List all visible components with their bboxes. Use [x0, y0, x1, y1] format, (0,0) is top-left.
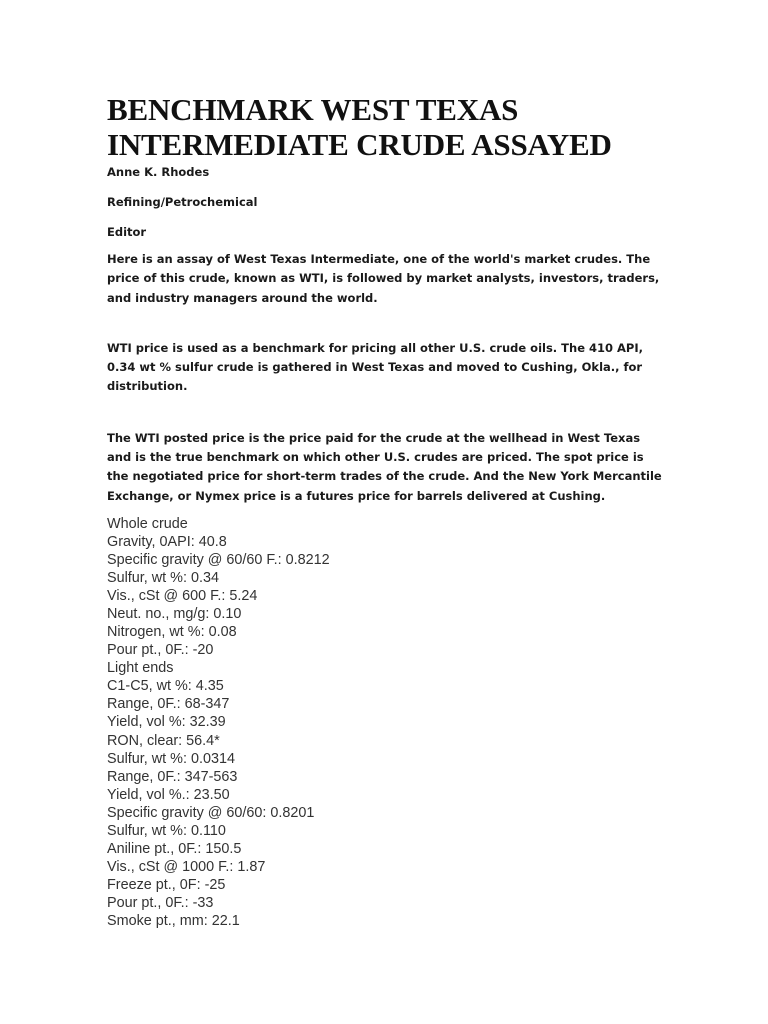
- assay-line: Sulfur, wt %: 0.110: [107, 822, 226, 839]
- intro-paragraph: Here is an assay of West Texas Intermediate, one of the world's market crudes. The price of this crude, known as WTI, is followed by market analysts, investors, traders, and industry managers around the world.: [107, 252, 660, 305]
- assay-line: Gravity, 0API: 40.8: [107, 534, 227, 551]
- assay-line: Freeze pt., 0F: -25: [107, 876, 226, 893]
- author-name: Anne K. Rhodes: [107, 165, 210, 179]
- assay-line: Specific gravity @ 60/60 F.: 0.8212: [107, 552, 330, 569]
- assay-line: Smoke pt., mm: 22.1: [107, 913, 240, 929]
- author-role-title: Editor: [107, 225, 147, 239]
- assay-list: [107, 515, 667, 930]
- assay-line: Specific gravity @ 60/60: 0.8201: [107, 804, 315, 821]
- assay-line: Whole crude: [107, 515, 188, 532]
- assay-line: Yield, vol %: 32.39: [107, 714, 226, 731]
- assay-line: Aniline pt., 0F.: 150.5: [107, 840, 242, 857]
- assay-line: Range, 0F.: 68-347: [107, 696, 230, 713]
- assay-line: Nitrogen, wt %: 0.08: [107, 624, 237, 641]
- assay-line: C1-C5, wt %: 4.35: [107, 678, 224, 695]
- assay-line: Yield, vol %.: 23.50: [107, 786, 230, 803]
- assay-line: Neut. no., mg/g: 0.10: [107, 606, 242, 623]
- assay-line: Pour pt., 0F.: -20: [107, 642, 214, 659]
- assay-line: Range, 0F.: 347-563: [107, 768, 238, 785]
- author-role-department: Refining/Petrochemical: [107, 195, 258, 209]
- assay-line: Vis., cSt @ 600 F.: 5.24: [107, 588, 258, 605]
- article-title: BENCHMARK WEST TEXAS INTERMEDIATE CRUDE ASSAYED: [107, 92, 612, 162]
- assay-line: RON, clear: 56.4*: [107, 732, 220, 749]
- assay-line: Sulfur, wt %: 0.34: [107, 570, 219, 587]
- assay-line: Light ends: [107, 660, 174, 677]
- pricing-paragraph: The WTI posted price is the price paid for the crude at the wellhead in West Texas and is the true benchmark on which other U.S. crudes are priced. The spot price is the negotiated price for short-term trades of the crude. And the New York Mercantile Exchange, or Nymex price is a futures price for barrels delivered at Cushing.: [107, 430, 662, 503]
- benchmark-paragraph: WTI price is used as a benchmark for pricing all other U.S. crude oils. The 410 API, 0.34 wt % sulfur crude is gathered in West Texas and moved to Cushing, Okla., for distribution.: [107, 340, 644, 394]
- assay-line: Pour pt., 0F.: -33: [107, 894, 214, 911]
- assay-line: Sulfur, wt %: 0.0314: [107, 750, 235, 767]
- document-page: [107, 92, 667, 930]
- assay-line: Vis., cSt @ 1000 F.: 1.87: [107, 858, 266, 875]
